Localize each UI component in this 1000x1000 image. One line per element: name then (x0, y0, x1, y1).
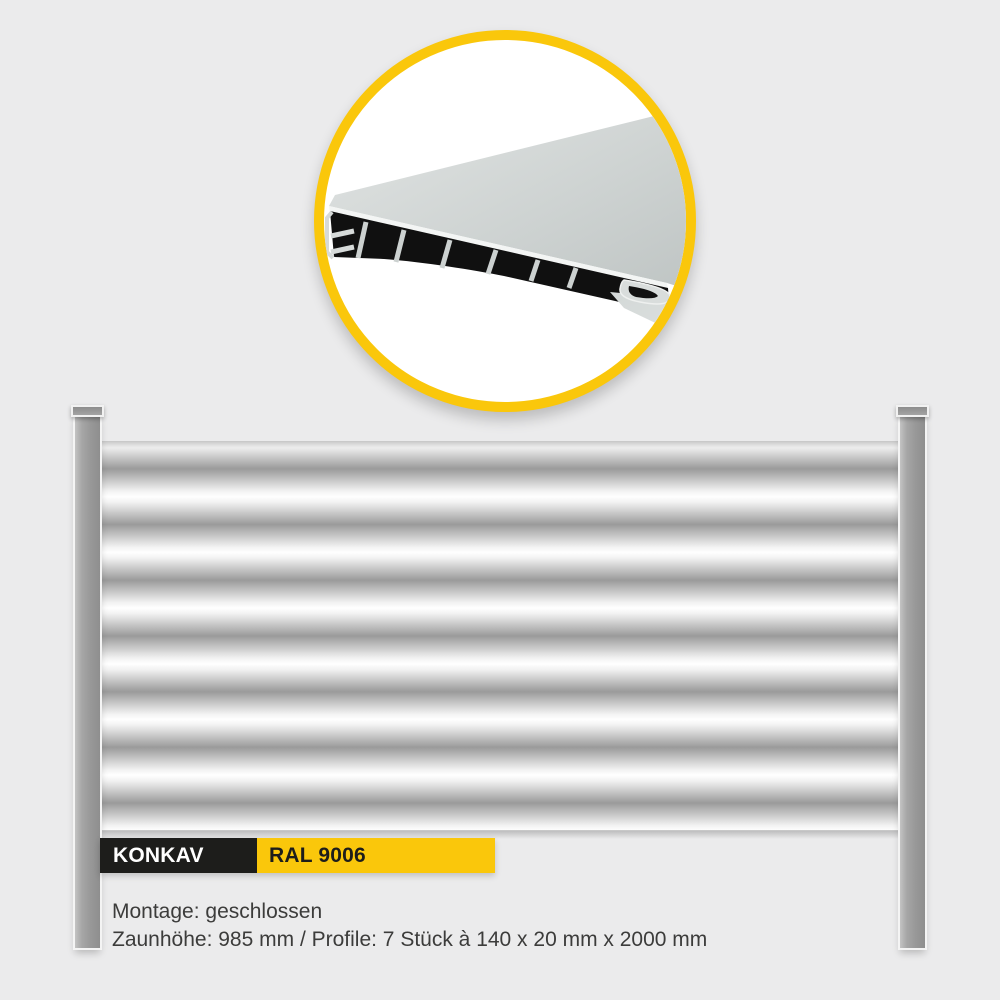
fence-post-right (900, 415, 925, 948)
fence-post-cap-right (896, 405, 929, 417)
profile-type-badge (100, 838, 257, 873)
badge-row (100, 838, 495, 873)
profile-type-label: KONKAV (113, 843, 204, 867)
profile-detail-inset (314, 30, 696, 412)
specs-block (112, 898, 707, 954)
fence-slats (100, 441, 900, 831)
profile-cross-section-photo (324, 40, 686, 402)
fence-post-cap-left (71, 405, 104, 417)
color-code-badge (257, 838, 495, 873)
spec-line-montage: Montage: geschlossen (112, 900, 323, 923)
fence-post-left (75, 415, 100, 948)
spec-line-dimensions: Zaunhöhe: 985 mm / Profile: 7 Stück à 140 x 20 mm x 2000 mm (112, 928, 708, 951)
color-code-label: RAL 9006 (269, 843, 366, 867)
